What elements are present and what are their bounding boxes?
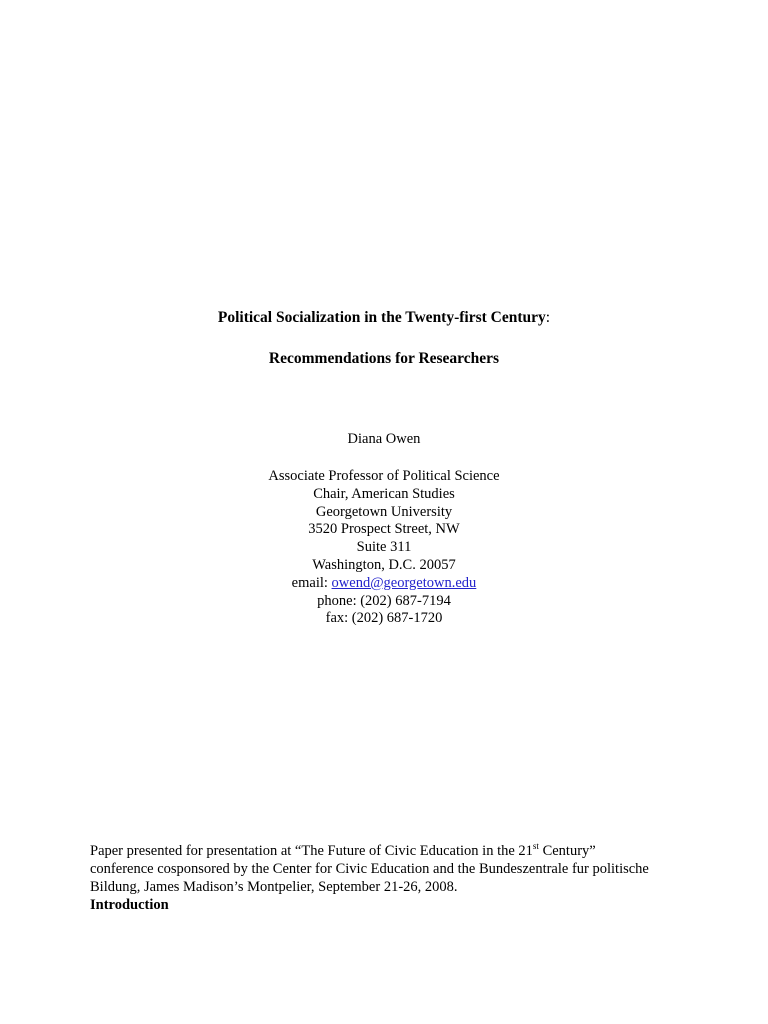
author-position: Associate Professor of Political Science bbox=[268, 468, 500, 484]
introduction-heading: Introduction bbox=[90, 897, 169, 913]
paper-title bbox=[0, 309, 768, 327]
author-name: Diana Owen bbox=[347, 431, 421, 447]
author-email-line bbox=[0, 575, 768, 593]
email-link[interactable]: owend@georgetown.edu bbox=[331, 574, 477, 591]
paper-title-colon: : bbox=[545, 309, 551, 326]
author-chair: Chair, American Studies bbox=[313, 485, 455, 502]
note-line-1-text: Paper presented for presentation at “The Future of Civic Education in the 21 bbox=[90, 843, 533, 859]
presentation-note-line-2: conference cosponsored by the Center for Civic Education and the Bundeszentrale fur politische bbox=[90, 861, 649, 877]
author-phone: phone: (202) 687-7194 bbox=[317, 592, 451, 609]
author-street: 3520 Prospect Street, NW bbox=[308, 521, 460, 538]
author-suite: Suite 311 bbox=[356, 539, 412, 556]
author-university: Georgetown University bbox=[315, 503, 453, 520]
paper-subtitle bbox=[0, 350, 768, 368]
note-superscript: st bbox=[532, 841, 539, 851]
note-line-1-end: Century” bbox=[538, 843, 596, 859]
presentation-note bbox=[90, 842, 690, 914]
paper-subtitle-text: Recommendations for Researchers bbox=[268, 350, 500, 367]
presentation-note-line-3: Bildung, James Madison’s Montpelier, September 21-26, 2008. bbox=[90, 879, 458, 895]
author-affiliation bbox=[0, 468, 768, 628]
presentation-note-line-1 bbox=[90, 842, 690, 860]
author-fax: fax: (202) 687-1720 bbox=[325, 610, 443, 627]
author-city: Washington, D.C. 20057 bbox=[312, 556, 456, 573]
paper-title-main: Political Socialization in the Twenty-first Century bbox=[217, 309, 546, 326]
email-label: email: bbox=[291, 574, 332, 591]
